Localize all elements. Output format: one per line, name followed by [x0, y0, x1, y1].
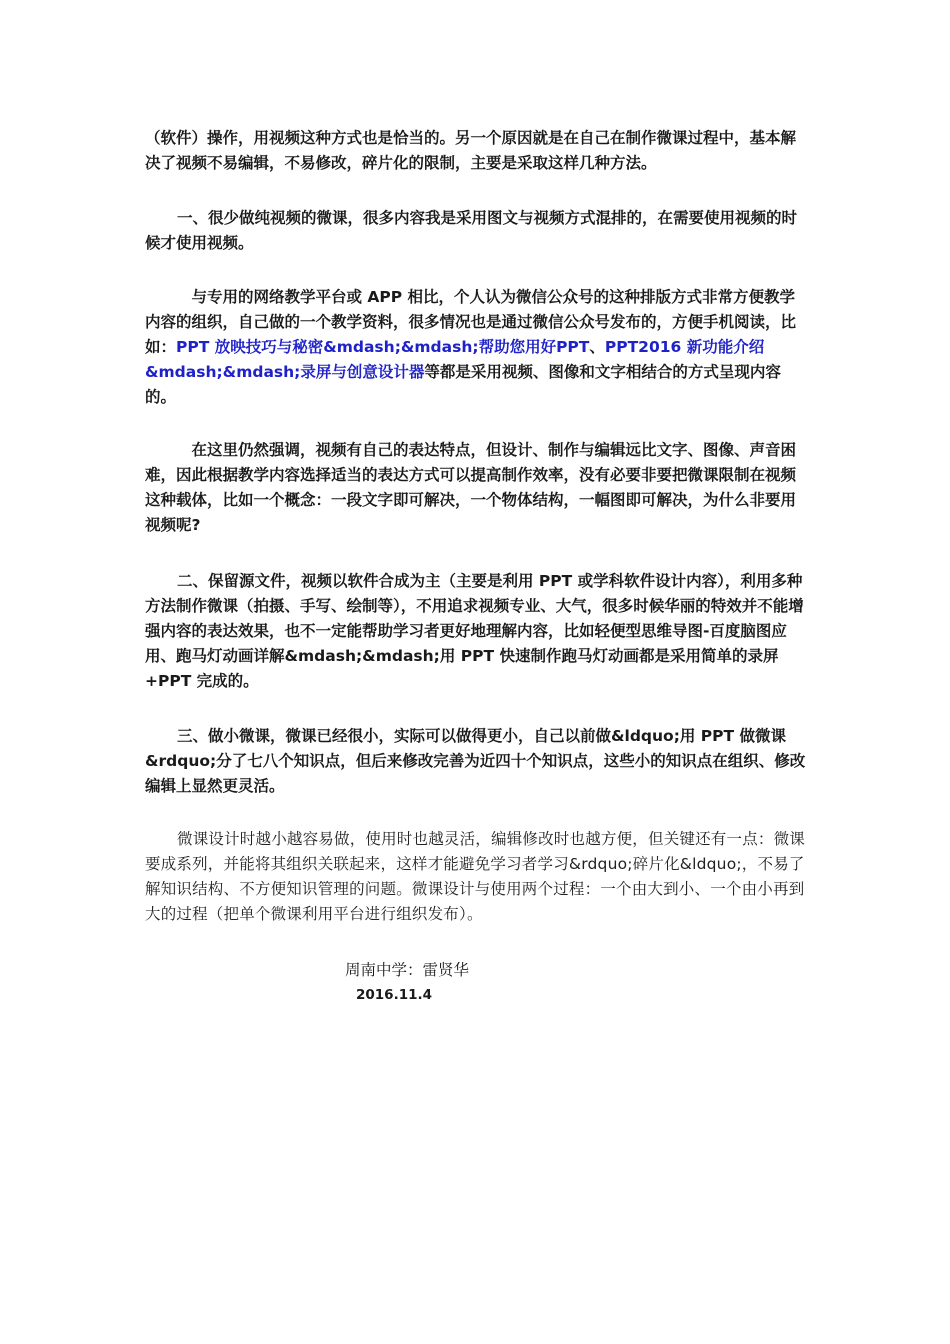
- signature-author: 周南中学：雷贤华: [345, 961, 470, 979]
- paragraph-wechat-tail: 等都是采用视频、图像和文字相结合的方式呈现内容的。: [145, 363, 781, 406]
- paragraph-emphasis-indent: [145, 441, 192, 459]
- paragraph-wechat-text: 与专用的网络教学平台或 APP 相比，个人认为微信公众号的这种排版方式非常方便教学内容的组织，自己做的一个教学资料，很多情况也是通过微信公众号发布的，方便手机阅读，比如：: [145, 288, 797, 356]
- paragraph-emphasis: [145, 438, 810, 538]
- paragraph-point-three-text: 三、做小微课，微课已经很小，实际可以做得更小，自己以前做&ldquo;用 PPT 做微课&rdquo;分了七八个知识点，但后来修改完善为近四十个知识点，这些小的知识点在组织、修改编辑上显然更灵活。: [145, 727, 806, 795]
- signature-date: 2016.11.4: [356, 987, 433, 1003]
- paragraph-point-one-text: 一、很少做纯视频的微课，很多内容我是采用图文与视频方式混排的，在需要使用视频的时候才使用视频。: [145, 209, 798, 252]
- link-ppt2016-new-features[interactable]: PPT2016 新功能介绍&mdash;&mdash;录屏与创意设计器: [145, 338, 765, 381]
- paragraph-intro-text: （软件）操作，用视频这种方式也是恰当的。另一个原因就是在自己在制作微课过程中，基本解决了视频不易编辑，不易修改，碎片化的限制，主要是采取这样几种方法。: [145, 129, 797, 172]
- paragraph-point-three: [145, 724, 810, 799]
- paragraph-emphasis-text: 在这里仍然强调，视频有自己的表达特点，但设计、制作与编辑远比文字、图像、声音困难，因此根据教学内容选择适当的表达方式可以提高制作效率，没有必要非要把微课限制在视频这种载体，比如一个概念：一段文字即可解决，一个物体结构，一幅图即可解决，为什么非要用视频呢?: [145, 441, 797, 534]
- paragraph-point-two: [145, 569, 810, 694]
- paragraph-wechat-indent: [145, 288, 192, 306]
- paragraph-summary: [145, 827, 810, 927]
- paragraph-wechat-separator: 、: [589, 338, 605, 356]
- link-ppt-slideshow-tips[interactable]: PPT 放映技巧与秘密&mdash;&mdash;帮助您用好PPT: [176, 338, 590, 356]
- paragraph-wechat: [145, 285, 810, 410]
- paragraph-point-one: [145, 206, 810, 256]
- paragraph-intro: [145, 126, 810, 176]
- paragraph-point-two-text: 二、保留源文件，视频以软件合成为主（主要是利用 PPT 或学科软件设计内容），利用多种方法制作微课（拍摄、手写、绘制等），不用追求视频专业、大气，很多时候华丽的特效并不能增强内容的表达效果，也不一定能帮助学习者更好地理解内容，比如轻便型思维导图-百度脑图应用、跑马灯动画详解&mdash;&mdash;用 PPT 快速制作跑马灯动画都是采用简单的录屏+PPT 完成的。: [145, 572, 804, 690]
- paragraph-summary-text: 微课设计时越小越容易做，使用时也越灵活，编辑修改时也越方便，但关键还有一点：微课要成系列，并能将其组织关联起来，这样才能避免学习者学习&rdquo;碎片化&ldquo;，不易了解知识结构、不方便知识管理的问题。微课设计与使用两个过程：一个由大到小、一个由小再到大的过程（把单个微课利用平台进行组织发布）。: [145, 830, 806, 923]
